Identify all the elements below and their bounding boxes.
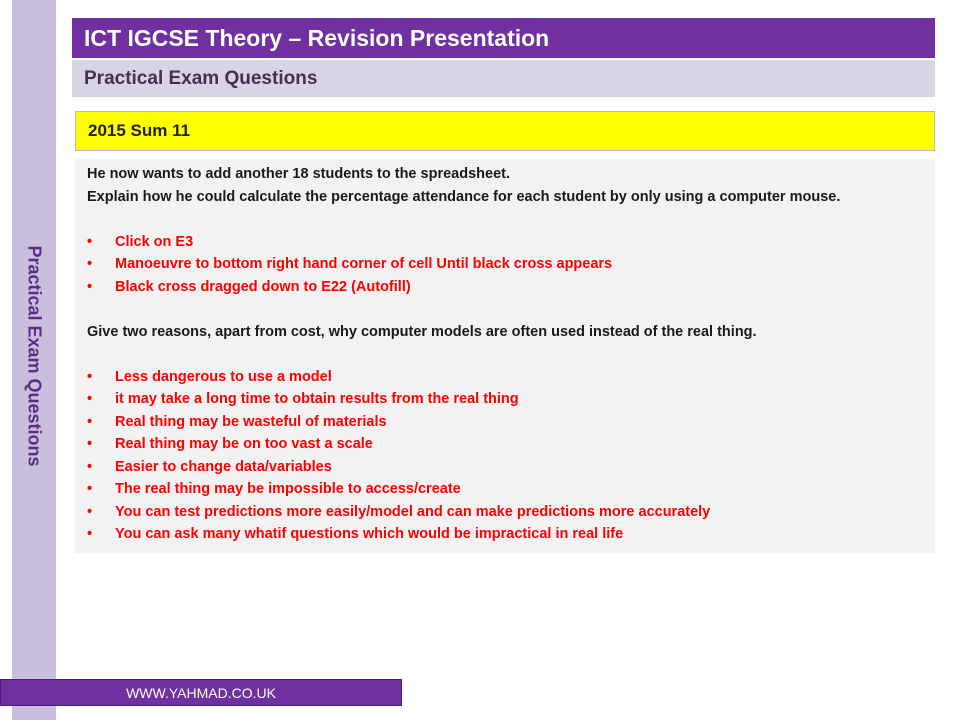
subtitle-bar <box>72 60 935 97</box>
question-1-line-2: Explain how he could calculate the percentage attendance for each student by only using a computer mouse. <box>87 188 841 205</box>
exam-label: 2015 Sum 11 <box>88 121 191 140</box>
answer-item: • Black cross dragged down to E22 (Autofill) <box>87 276 925 299</box>
answer-list-2 <box>87 366 925 546</box>
question-2-line-1: Give two reasons, apart from cost, why computer models are often used instead of the real thing. <box>87 323 757 340</box>
answer-item: • Real thing may be on too vast a scale <box>87 433 925 456</box>
answer-list-1 <box>87 231 925 299</box>
footer-link[interactable]: WWW.YAHMAD.CO.UK <box>126 684 276 701</box>
title-bar <box>72 18 935 58</box>
answer-item: • You can ask many whatif questions which would be impractical in real life <box>87 523 925 546</box>
answer-item: • Click on E3 <box>87 231 925 254</box>
side-title: Practical Exam Questions <box>24 245 45 467</box>
answer-item: • Real thing may be wasteful of materials <box>87 411 925 434</box>
spacer <box>87 298 925 321</box>
exam-label-bar <box>75 111 935 151</box>
question-1-line-1: He now wants to add another 18 students to the spreadsheet. <box>87 166 510 182</box>
spacer <box>87 343 925 366</box>
answer-item: • Less dangerous to use a model <box>87 366 925 389</box>
footer-bar[interactable] <box>0 679 402 706</box>
spacer <box>87 208 925 231</box>
answer-item: • You can test predictions more easily/model and can make predictions more accurately <box>87 501 925 524</box>
answer-item: • The real thing may be impossible to access/create <box>87 478 925 501</box>
page-title: ICT IGCSE Theory – Revision Presentation <box>84 24 550 51</box>
answer-item: • it may take a long time to obtain results from the real thing <box>87 388 925 411</box>
question-panel <box>75 159 935 553</box>
answer-item: • Easier to change data/variables <box>87 456 925 479</box>
page-subtitle: Practical Exam Questions <box>84 67 318 89</box>
answer-item: • Manoeuvre to bottom right hand corner of cell Until black cross appears <box>87 253 925 276</box>
